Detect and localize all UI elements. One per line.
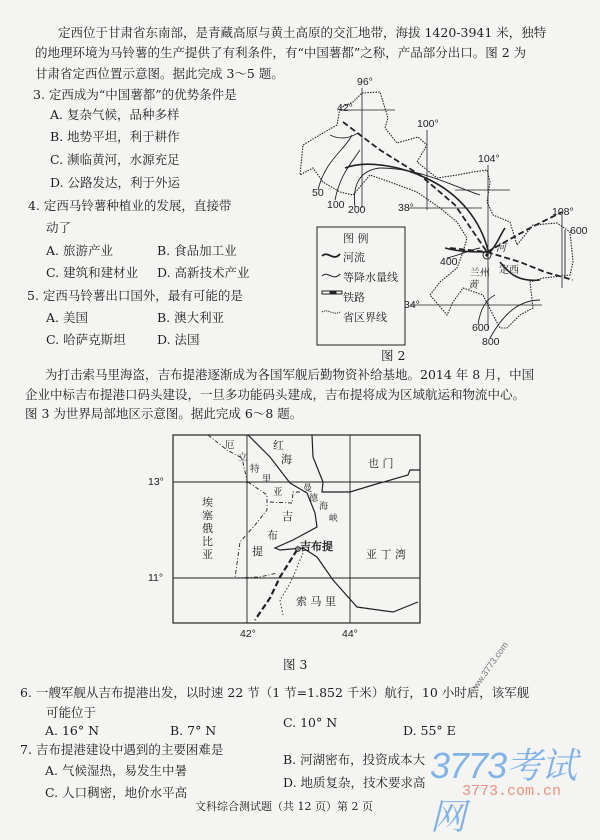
label-ethiopia-1: 埃	[202, 496, 213, 509]
label-strait-4: 峡	[329, 514, 339, 524]
yemen-coastline	[312, 435, 420, 492]
label-redsea-2: 海	[281, 453, 292, 466]
passage2-line: 企业中标吉布提港口码头建设，一旦多功能码头建成，吉布提将成为区域航运和物流中心。	[25, 387, 526, 402]
label-iso-800: 800	[482, 336, 500, 348]
q4-option-b: B. 食品加工业	[157, 243, 237, 258]
q5-option-a: A. 美国	[46, 310, 88, 325]
legend-boundary: 省区界线	[343, 311, 387, 324]
label-strait-2: 德	[309, 494, 319, 504]
watermark-diagonal: www.3773.com	[467, 640, 511, 696]
label-eritrea-2: 立	[238, 452, 248, 463]
passage2-line: 为打击索马里海盗，吉布提港逐渐成为各国军舰后勤物资补给基地。2014 年 8 月，中国	[45, 367, 535, 382]
question-3-stem: 3. 定西成为“中国薯都”的优势条件是	[33, 87, 237, 102]
label-96: 96°	[357, 76, 373, 88]
question-4-stem-cont: 动了	[46, 220, 72, 235]
label-river-huang: 黄	[468, 280, 478, 291]
passage2-line: 图 3 为世界局部地区示意图。据此完成 6～8 题。	[25, 406, 303, 421]
label-redsea-1: 红	[273, 439, 284, 452]
label-eritrea-3: 特	[250, 464, 260, 475]
q4-option-c: C. 建筑和建材业	[46, 265, 139, 280]
label-djibouti-city: 吉布提	[300, 540, 333, 553]
label-108: 108°	[552, 206, 574, 218]
label-strait-1: 曼	[303, 484, 313, 494]
label-ethiopia-2: 塞	[202, 509, 213, 522]
label-iso-200: 200	[348, 204, 366, 216]
watermark-url: 3773.com.cn	[462, 783, 562, 800]
question-7-stem: 7. 吉布提港建设中遇到的主要困难是	[20, 742, 224, 757]
label-somalia: 索 马 里	[296, 595, 336, 608]
watermark-brand: 3773考试网	[430, 745, 577, 837]
q4-option-a: A. 旅游产业	[46, 243, 113, 258]
label-djibouti-1: 吉	[282, 510, 293, 523]
label-dingxi: 定西	[499, 265, 519, 276]
q5-option-b: B. 澳大利亚	[157, 310, 225, 325]
label-38: 38°	[398, 202, 414, 214]
label-djibouti-2: 布	[267, 529, 278, 542]
q6-option-d: D. 55° E	[403, 723, 456, 738]
label-yemen: 也 门	[368, 457, 394, 470]
label-gulf-of-aden: 亚 丁 湾	[366, 548, 406, 561]
q6-option-c: C. 10° N	[283, 715, 338, 730]
label-13n: 13°	[148, 476, 164, 488]
q3-option-b: B. 地势平坦，利于耕作	[50, 129, 180, 144]
q3-option-d: D. 公路发达，利于外运	[50, 175, 181, 190]
label-42e: 42°	[240, 628, 256, 640]
label-iso-100: 100	[327, 199, 345, 211]
label-lanzhou: 兰州	[470, 268, 490, 279]
label-42: 42°	[337, 102, 353, 114]
railway	[255, 550, 297, 620]
label-river-he: 河	[496, 243, 506, 254]
passage1-line: 定西位于甘肃省东南部，是青藏高原与黄土高原的交汇地带，海拔 1420-3941 米，独特	[58, 25, 547, 40]
q6-option-b: B. 7° N	[170, 723, 217, 738]
question-5-stem: 5. 定西马铃薯出口国外，最有可能的是	[27, 288, 243, 303]
label-44e: 44°	[342, 628, 358, 640]
passage1-line: 的地理环境为马铃薯的生产提供了有利条件，有“中国薯都”之称，产品部分出口。图 2 为	[35, 45, 527, 60]
label-iso-400: 400	[440, 256, 458, 268]
legend-railway: 铁路	[343, 291, 365, 304]
label-eritrea-1: 厄	[225, 440, 235, 451]
label-34: 34°	[404, 299, 420, 311]
question-6-stem: 6. 一艘军舰从吉布提港出发，以时速 22 节（1 节=1.852 千米）航行，10 小时后，该军舰	[20, 685, 530, 700]
q3-option-a: A. 复杂气候，品种多样	[50, 107, 180, 122]
label-iso-600: 600	[570, 225, 588, 237]
question-4-stem: 4. 定西马铃薯种植业的发展，直接带	[28, 198, 232, 213]
label-eritrea-4: 里	[262, 474, 272, 485]
label-11n: 11°	[148, 572, 164, 584]
label-104: 104°	[478, 153, 500, 165]
label-iso-600-south: 600	[472, 322, 490, 334]
label-eritrea-5: 亚	[273, 487, 283, 498]
figure-3-caption: 图 3	[283, 657, 308, 672]
q7-option-d: D. 地质复杂，技术要求高	[283, 775, 426, 790]
label-strait-3: 海	[319, 502, 329, 512]
q4-option-d: D. 高新技术产业	[157, 265, 250, 280]
label-djibouti-3: 提	[252, 545, 263, 558]
label-iso-50: 50	[312, 187, 324, 199]
q7-option-c: C. 人口稠密，地价水平高	[45, 785, 188, 800]
label-ethiopia-3: 俄	[202, 522, 213, 535]
passage1-line: 甘肃省定西位置示意图。据此完成 3～5 题。	[35, 66, 284, 81]
q5-option-c: C. 哈萨克斯坦	[46, 332, 126, 347]
legend-river: 河流	[343, 251, 365, 264]
question-6-stem-cont: 可能位于	[46, 705, 97, 720]
q6-option-a: A. 16° N	[45, 723, 100, 738]
label-ethiopia-4: 比	[202, 535, 213, 548]
legend-isohyet: 等降水量线	[343, 271, 398, 284]
label-ethiopia-5: 亚	[202, 548, 213, 561]
q7-option-a: A. 气候湿热，易发生中暑	[45, 763, 187, 778]
q7-option-b: B. 河湖密布，投资成本大	[283, 752, 426, 767]
q5-option-d: D. 法国	[157, 332, 200, 347]
q3-option-c: C. 濒临黄河，水源充足	[50, 152, 180, 167]
label-100: 100°	[417, 118, 439, 130]
figure-2-caption: 图 2	[381, 348, 406, 363]
legend-title: 图 例	[343, 232, 369, 245]
page-footer: 文科综合测试题（共 12 页）第 2 页	[195, 800, 373, 813]
